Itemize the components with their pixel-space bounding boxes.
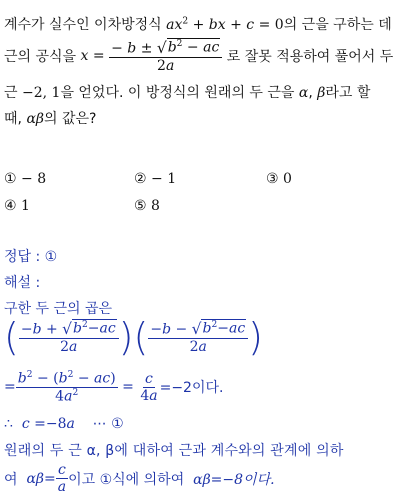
question-line-1: 계수가 실수인 이차방정식 $ax^2$ + bx + c = 0의 근을 구하는 데 [4, 16, 392, 33]
therefore-line: ∴ c =−8a ⋯ ① [4, 416, 124, 432]
choice-5[interactable]: ⑤ 8 [134, 198, 160, 214]
quadratic-equation: $ax^2$ + bx + c = 0 [166, 16, 284, 33]
choice-2[interactable]: ② − 1 [134, 171, 177, 187]
simplified-expression: = $\frac{b^2 - (b^2 - ac)}{4a^2}$ = $\frac{c}{4a}$ =−2이다. [4, 370, 224, 405]
question-line-3: 근 −2, 1을 얻었다. 이 방정식의 원래의 두 근을 α, β라고 할 [4, 85, 371, 101]
final-line: 여 αβ = $\frac{c}{a}$ 이고 ①식에 의하여 αβ=−8이다. [4, 462, 275, 496]
alpha-beta-expr: αβ [26, 111, 44, 127]
product-title: 구한 두 근의 곱은 [4, 301, 113, 317]
product-expression: ( −b + √ $b^2-ac$ 2a ) ( −b − √ $b^2-ac$ 2a ) [4, 315, 263, 359]
explanation-label: 해설 : [4, 275, 41, 291]
choice-3[interactable]: ③ 0 [266, 171, 292, 187]
wrong-formula: x = − b ± √ $b^2$ − ac 2a [81, 38, 223, 74]
relation-sentence: 원래의 두 근 α, β에 대하여 근과 계수와의 관계에 의하 [4, 443, 344, 459]
question-line-4: 때, αβ의 값은? [4, 111, 97, 127]
answer-label: 정답 : ① [4, 249, 58, 265]
choice-4[interactable]: ④ 1 [4, 198, 30, 214]
question-line-2: 근의 공식을 x = − b ± √ $b^2$ − ac 2a 로 잘못 적용하여 풀어서 두 [4, 38, 394, 74]
choice-1[interactable]: ① − 8 [4, 171, 47, 187]
